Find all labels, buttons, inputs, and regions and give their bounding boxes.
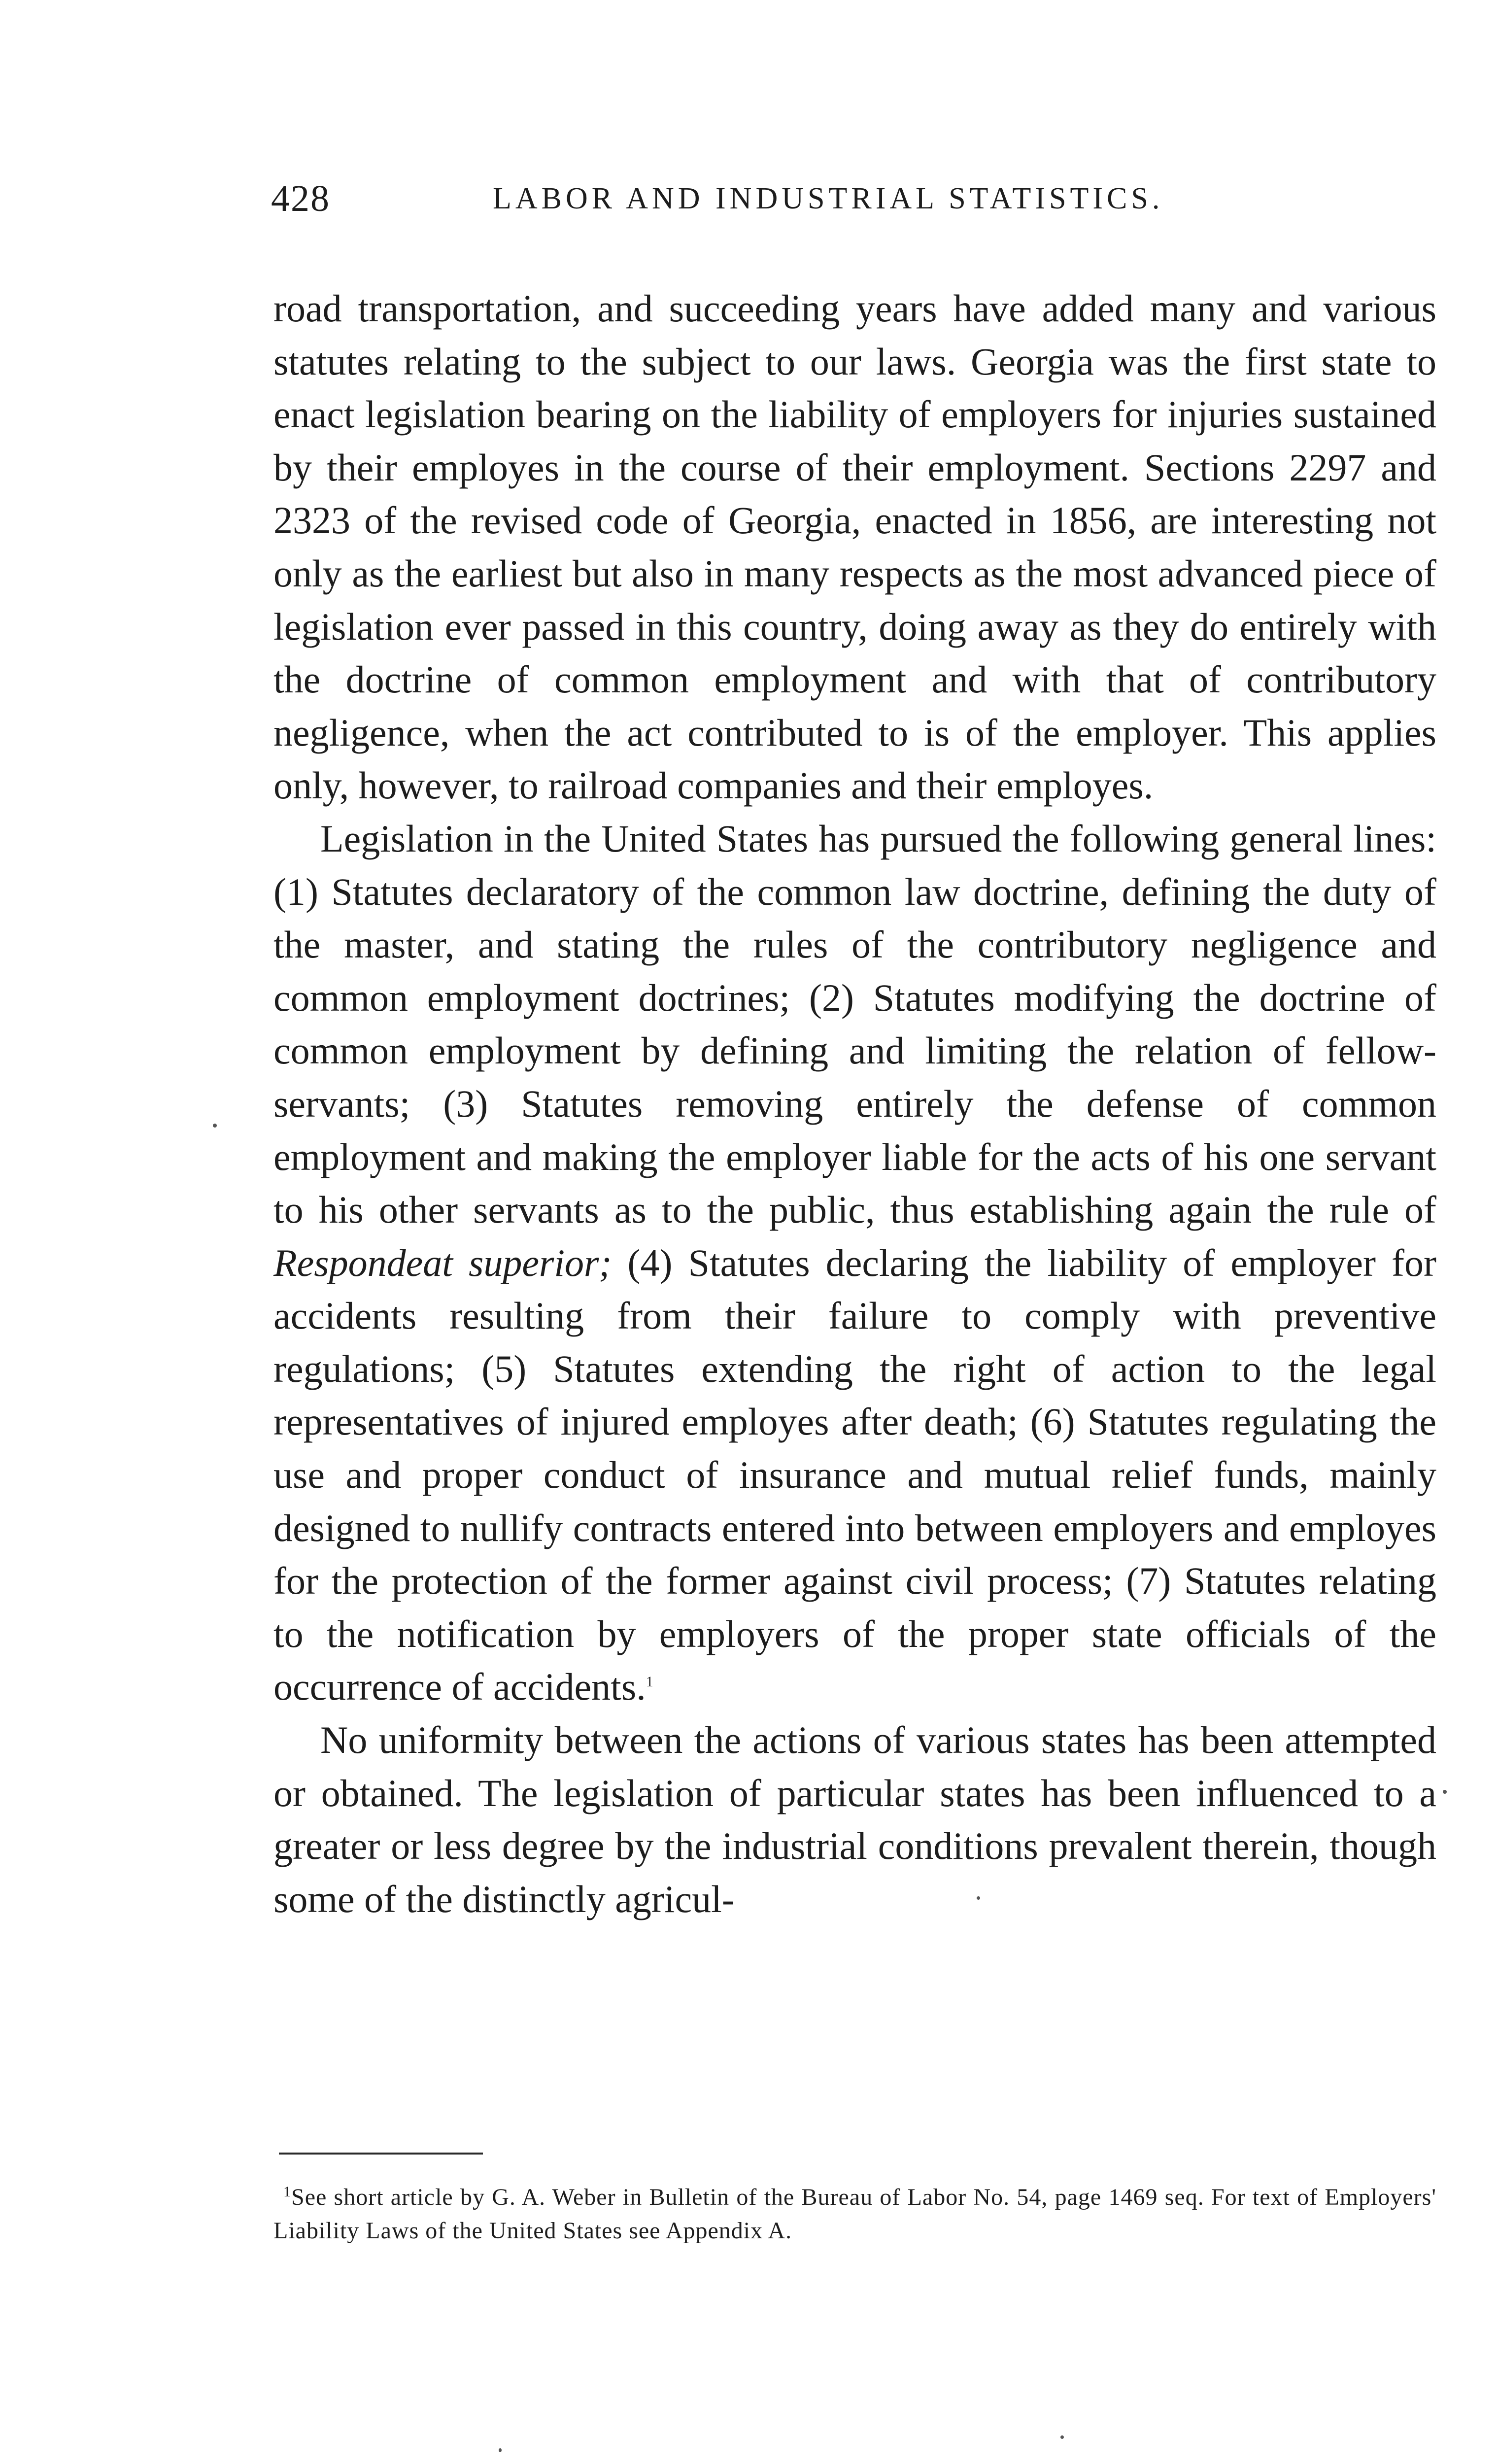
paragraph-3: No uniformity between the actions of various states has been attempted or obtained. The legislation of particular states has been influenced to a greater or less degree by the industrial conditions prevalent therein, though some of the distinctly agricul- [273,1718,1436,1920]
running-header [271,177,1439,232]
footnote-reference: 1 [646,1674,653,1690]
ink-speck [499,2448,502,2452]
paragraph-2-part-b: (4) Statutes declaring the liability of employer for accidents resulting from their failure to comply with preventive regulations; (5) Statutes extending the right of action to the legal representatives of injured employes after death; (6) Statutes regulating the use and proper conduct of insurance and mutual relief funds, mainly designed to nullify contracts entered into between employers and employes for the protection of the former against civil process; (7) Statutes relating to the notification by employers of the proper state officials of the occurrence of accidents. [273,1241,1437,1709]
ink-speck [1443,1790,1447,1794]
body-text [273,282,1436,1925]
page-number: 428 [271,178,330,219]
paragraph-2 [273,812,1436,1713]
ink-speck [1060,2435,1064,2439]
footnote-text: See short article by G. A. Weber in Bulletin of the Bureau of Labor No. 54, page 1469 seq. For text of Employers' Liability Laws of the United States see Appendix A. [273,2184,1436,2244]
footnote-divider [279,2153,483,2155]
footnote-1 [273,2181,1436,2248]
running-title: LABOR AND INDUSTRIAL STATISTICS. [493,182,1164,215]
latin-phrase: Respondeat superior; [273,1241,612,1284]
paragraph-1: road transportation, and succeeding years have added many and various statutes relating to the subject to our laws. Georgia was the first state to enact legislation bearing on the liability of employers for injuries sustained by their employes in the course of their employment. Sections 2297 and 2323 of the revised code of Georgia, enacted in 1856, are interesting not only as the earliest but also in many respects as the most advanced piece of legislation ever passed in this country, doing away as they do entirely with the doctrine of common employment and with that of contributory negligence, when the act contributed to is of the employer. This applies only, however, to railroad companies and their employes. [273,287,1436,807]
footnotes [273,2181,1436,2248]
ink-speck [213,1124,217,1128]
ink-speck [977,1896,980,1900]
footnote-mark: 1 [283,2184,291,2200]
paragraph-2-part-a: Legislation in the United States has pursued the following general lines: (1) Statutes declaratory of the common law doctrine, defining the duty of the master, and stating the rules of the contributory negligence and common employment doctrines; (2) Statutes modifying the doctrine of common employment by defining and limiting the relation of fellow-servants; (3) Statutes removing entirely the defense of common employment and making the employer liable for the acts of his one servant to his other servants as to the public, thus establishing again the rule of [273,817,1436,1232]
